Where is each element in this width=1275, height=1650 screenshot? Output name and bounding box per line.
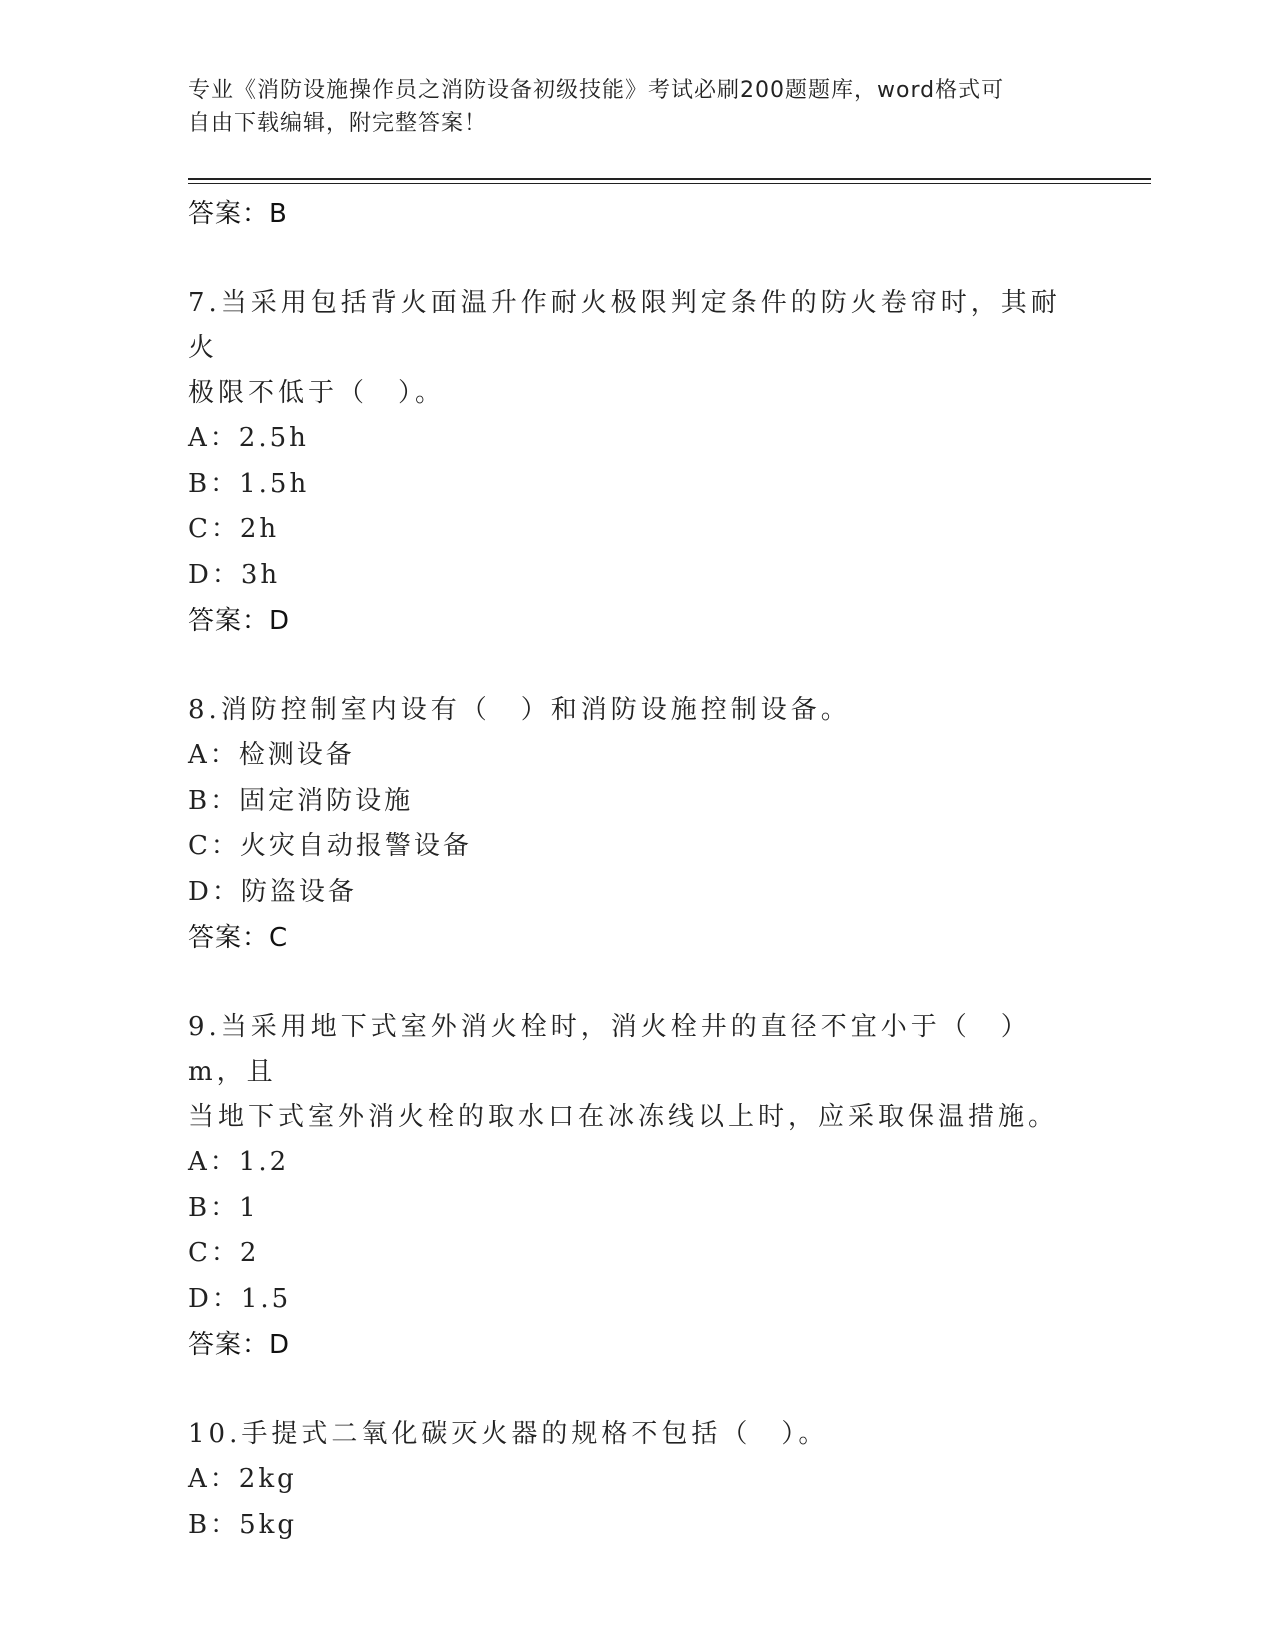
- option-b: B：1.5h: [188, 468, 310, 499]
- question-text-line: 当地下式室外消火栓的取水口在冰冻线以上时，应采取保温措施。: [188, 1102, 1059, 1132]
- answer-line: 答案：B: [188, 199, 288, 229]
- option-d: D：3h: [188, 559, 281, 590]
- question-block: [188, 688, 1088, 961]
- answer-line: 答案：D: [188, 606, 291, 636]
- question-block: [188, 1412, 1088, 1548]
- answer-line: 答案：D: [188, 1330, 291, 1360]
- header-divider: [188, 178, 1151, 180]
- option-b: B：5kg: [188, 1509, 298, 1540]
- question-block: [188, 281, 1088, 644]
- question-text: [188, 1412, 1088, 1457]
- question-text-line: 9.当采用地下式室外消火栓时，消火栓井的直径不宜小于（ ）m，且: [188, 1012, 1031, 1087]
- option-a: A：2.5h: [188, 423, 309, 453]
- question-text: [188, 688, 1088, 733]
- header-line: 专业《消防设施操作员之消防设备初级技能》考试必刷200题题库，word格式可: [188, 78, 1005, 103]
- option-c: C：2: [188, 1238, 260, 1268]
- question-text: [188, 281, 1088, 416]
- answer-line: 答案：C: [188, 923, 289, 953]
- question-text-line: 7.当采用包括背火面温升作耐火极限判定条件的防火卷帘时，其耐火: [188, 288, 1061, 363]
- question-list: [188, 191, 1088, 1548]
- header-divider-thin: [188, 183, 1151, 184]
- option-d: D：防盗设备: [188, 876, 357, 907]
- question-text-line: 8.消防控制室内设有（ ）和消防设施控制设备。: [188, 695, 851, 725]
- option-c: C：2h: [188, 514, 280, 544]
- question-text-line: 10.手提式二氧化碳灭火器的规格不包括（ ）。: [188, 1419, 829, 1449]
- option-c: C：火灾自动报警设备: [188, 831, 472, 861]
- question-text: [188, 1005, 1088, 1140]
- header-line: 自由下载编辑，附完整答案！: [188, 111, 488, 136]
- option-b: B：固定消防设施: [188, 785, 414, 816]
- option-b: B：1: [188, 1192, 259, 1223]
- document-header: [188, 74, 1068, 140]
- option-d: D：1.5: [188, 1283, 292, 1314]
- question-text-line: 极限不低于（ ）。: [188, 378, 446, 408]
- question-block: [188, 1005, 1088, 1368]
- option-a: A：检测设备: [188, 740, 355, 770]
- option-a: A：1.2: [188, 1147, 290, 1177]
- option-a: A：2kg: [188, 1464, 297, 1494]
